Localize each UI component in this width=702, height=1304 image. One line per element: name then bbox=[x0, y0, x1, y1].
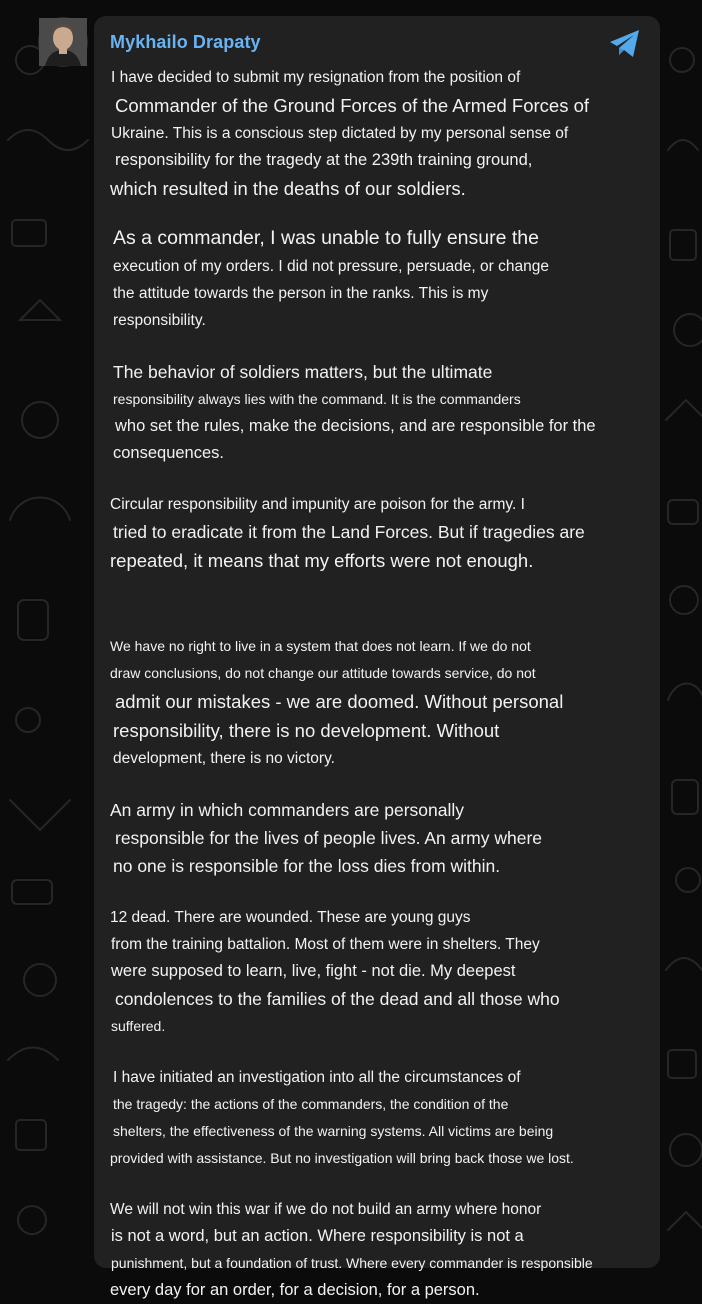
text-line: repeated, it means that my efforts were not enough. bbox=[110, 550, 534, 571]
paragraph-1 bbox=[110, 64, 650, 203]
text-line: Ukraine. This is a conscious step dictated by my personal sense of bbox=[111, 125, 569, 142]
text-line: every day for an order, for a decision, for a person. bbox=[110, 1281, 480, 1299]
text-line: punishment, but a foundation of trust. Where every commander is responsible bbox=[111, 1255, 593, 1271]
author-avatar[interactable] bbox=[38, 17, 88, 67]
author-name[interactable]: Mykhailo Drapaty bbox=[110, 32, 261, 52]
message-bubble bbox=[94, 16, 660, 1299]
text-line: responsibility for the tragedy at the 239th training ground, bbox=[115, 151, 533, 169]
paragraph-7 bbox=[110, 904, 650, 1040]
text-line: who set the rules, make the decisions, and are responsible for the bbox=[115, 417, 596, 435]
text-line: admit our mistakes - we are doomed. Without personal bbox=[115, 691, 564, 712]
text-line: Circular responsibility and impunity are poison for the army. I bbox=[110, 496, 525, 513]
text-line: The behavior of soldiers matters, but the ultimate bbox=[113, 362, 493, 382]
text-line: shelters, the effectiveness of the warning systems. All victims are being bbox=[113, 1123, 554, 1139]
text-line: is not a word, but an action. Where responsibility is not a bbox=[111, 1227, 524, 1245]
text-line: draw conclusions, do not change our attitude towards service, do not bbox=[110, 665, 536, 681]
text-line: responsibility always lies with the command. It is the commanders bbox=[113, 391, 521, 407]
text-line: 12 dead. There are wounded. These are young guys bbox=[110, 909, 471, 926]
text-line: consequences. bbox=[113, 444, 224, 462]
text-line: which resulted in the deaths of our soldiers. bbox=[110, 178, 466, 199]
text-line: I have initiated an investigation into all the circumstances of bbox=[113, 1069, 521, 1086]
text-line: As a commander, I was unable to fully ensure the bbox=[113, 227, 539, 249]
text-line: no one is responsible for the loss dies from within. bbox=[113, 856, 501, 876]
text-line: suffered. bbox=[111, 1018, 166, 1034]
text-line: provided with assistance. But no investigation will bring back those we lost. bbox=[110, 1150, 574, 1166]
text-line: I have decided to submit my resignation from the position of bbox=[111, 69, 521, 86]
paragraph-6 bbox=[110, 796, 650, 880]
text-line: tried to eradicate it from the Land Forces. But if tragedies are bbox=[113, 522, 585, 542]
text-line: responsibility, there is no development. Without bbox=[113, 720, 500, 741]
paragraph-4 bbox=[110, 491, 650, 575]
paragraph-2 bbox=[110, 223, 650, 334]
text-line: responsible for the lives of people lives. An army where bbox=[115, 828, 543, 848]
paragraph-5 bbox=[110, 633, 650, 772]
text-line: Commander of the Ground Forces of the Armed Forces of bbox=[115, 95, 590, 116]
text-line: We have no right to live in a system that does not learn. If we do not bbox=[110, 638, 531, 654]
telegram-logo-icon bbox=[608, 28, 642, 60]
paragraph-9 bbox=[110, 1196, 650, 1304]
text-line: the tragedy: the actions of the commanders, the condition of the bbox=[113, 1096, 509, 1112]
text-line: condolences to the families of the dead and all those who bbox=[115, 989, 560, 1009]
text-line: responsibility. bbox=[113, 312, 206, 329]
text-line: the attitude towards the person in the ranks. This is my bbox=[113, 285, 489, 302]
text-line: were supposed to learn, live, fight - not die. My deepest bbox=[111, 962, 516, 980]
text-line: from the training battalion. Most of them were in shelters. They bbox=[111, 936, 540, 953]
text-line: development, there is no victory. bbox=[113, 750, 335, 767]
text-line: We will not win this war if we do not build an army where honor bbox=[110, 1201, 542, 1218]
message-text bbox=[110, 64, 650, 1304]
paragraph-3 bbox=[110, 358, 650, 467]
text-line: execution of my orders. I did not pressure, persuade, or change bbox=[113, 258, 549, 275]
text-line: An army in which commanders are personally bbox=[110, 800, 465, 820]
paragraph-8 bbox=[110, 1064, 650, 1172]
